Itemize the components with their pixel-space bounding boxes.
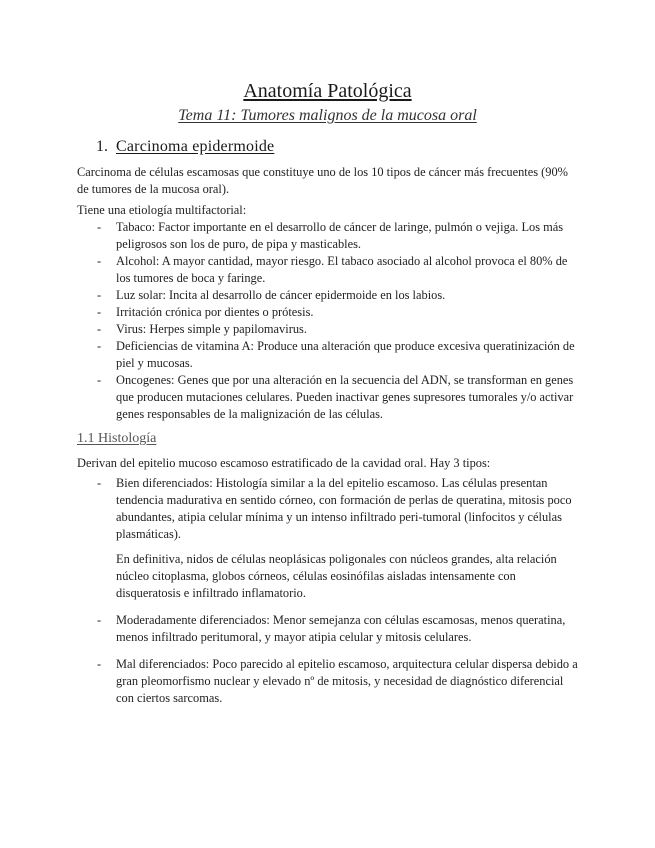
list-item-extra-paragraph: En definitiva, nidos de células neoplásicas poligonales con núcleos grandes, alta relación núcleo citoplasma, globos córneos, células eosinófilas aisladas intensamente con disqueratosis e infiltrado inflamatorio. [116, 552, 557, 600]
list-item [77, 475, 582, 602]
list-item: - Mal diferenciados: Poco parecido al epitelio escamoso, arquitectura celular dispersa debido a gran pleomorfismo nuclear y elevado nº de mitosis, y necesidad de diagnóstico diferencial con ciertos sarcomas. [77, 656, 582, 707]
list-item-text: - Bien diferenciados: Histología similar a la del epitelio escamoso. Las células presentan tendencia madurativa en sentido córneo, con formación de perlas de queratina, mitosis poco abundantes, atipia celular mínima y un intenso infiltrado peri-tumoral (linfocitos y células plasmáticas). [116, 476, 572, 541]
section-title: Carcinoma epidermoide [116, 138, 275, 155]
list-item: - Irritación crónica por dientes o prótesis. [77, 304, 582, 321]
list-item: - Tabaco: Factor importante en el desarrollo de cáncer de laringe, pulmón o vejiga. Los más peligrosos son los de puro, de pipa y masticables. [77, 219, 582, 253]
etiology-list [77, 219, 582, 423]
section-number: 1. [96, 138, 108, 155]
subsection-heading-histologia: 1.1 Histología [77, 431, 157, 446]
document-title: Anatomía Patológica [243, 80, 412, 102]
histology-list [77, 475, 582, 707]
intro-paragraph: Carcinoma de células escamosas que constituye uno de los 10 tipos de cáncer más frecuentes (90% de tumores de la mucosa oral). [77, 165, 568, 196]
list-item: - Luz solar: Incita al desarrollo de cáncer epidermoide en los labios. [77, 287, 582, 304]
list-item: - Deficiencias de vitamina A: Produce una alteración que produce excesiva queratinización de piel y mucosas. [77, 338, 582, 372]
histology-intro: Derivan del epitelio mucoso escamoso estratificado de la cavidad oral. Hay 3 tipos: [77, 456, 491, 470]
list-item: - Alcohol: A mayor cantidad, mayor riesgo. El tabaco asociado al alcohol provoca el 80% de los tumores de boca y faringe. [77, 253, 582, 287]
etiology-intro: Tiene una etiología multifactorial: [77, 203, 247, 217]
section-heading-carcinoma [96, 136, 274, 158]
list-item: - Virus: Herpes simple y papilomavirus. [77, 321, 582, 338]
list-item: - Oncogenes: Genes que por una alteración en la secuencia del ADN, se transforman en genes que producen mutaciones celulares. Pueden inactivar genes supresores tumorales y/o activar genes responsables de la malignización de las células. [77, 372, 582, 423]
list-item: - Moderadamente diferenciados: Menor semejanza con células escamosas, menos queratina, menos infiltrado peritumoral, y mayor atipia celular y mitosis celulares. [77, 612, 582, 646]
document-subtitle: Tema 11: Tumores malignos de la mucosa oral [178, 107, 477, 124]
